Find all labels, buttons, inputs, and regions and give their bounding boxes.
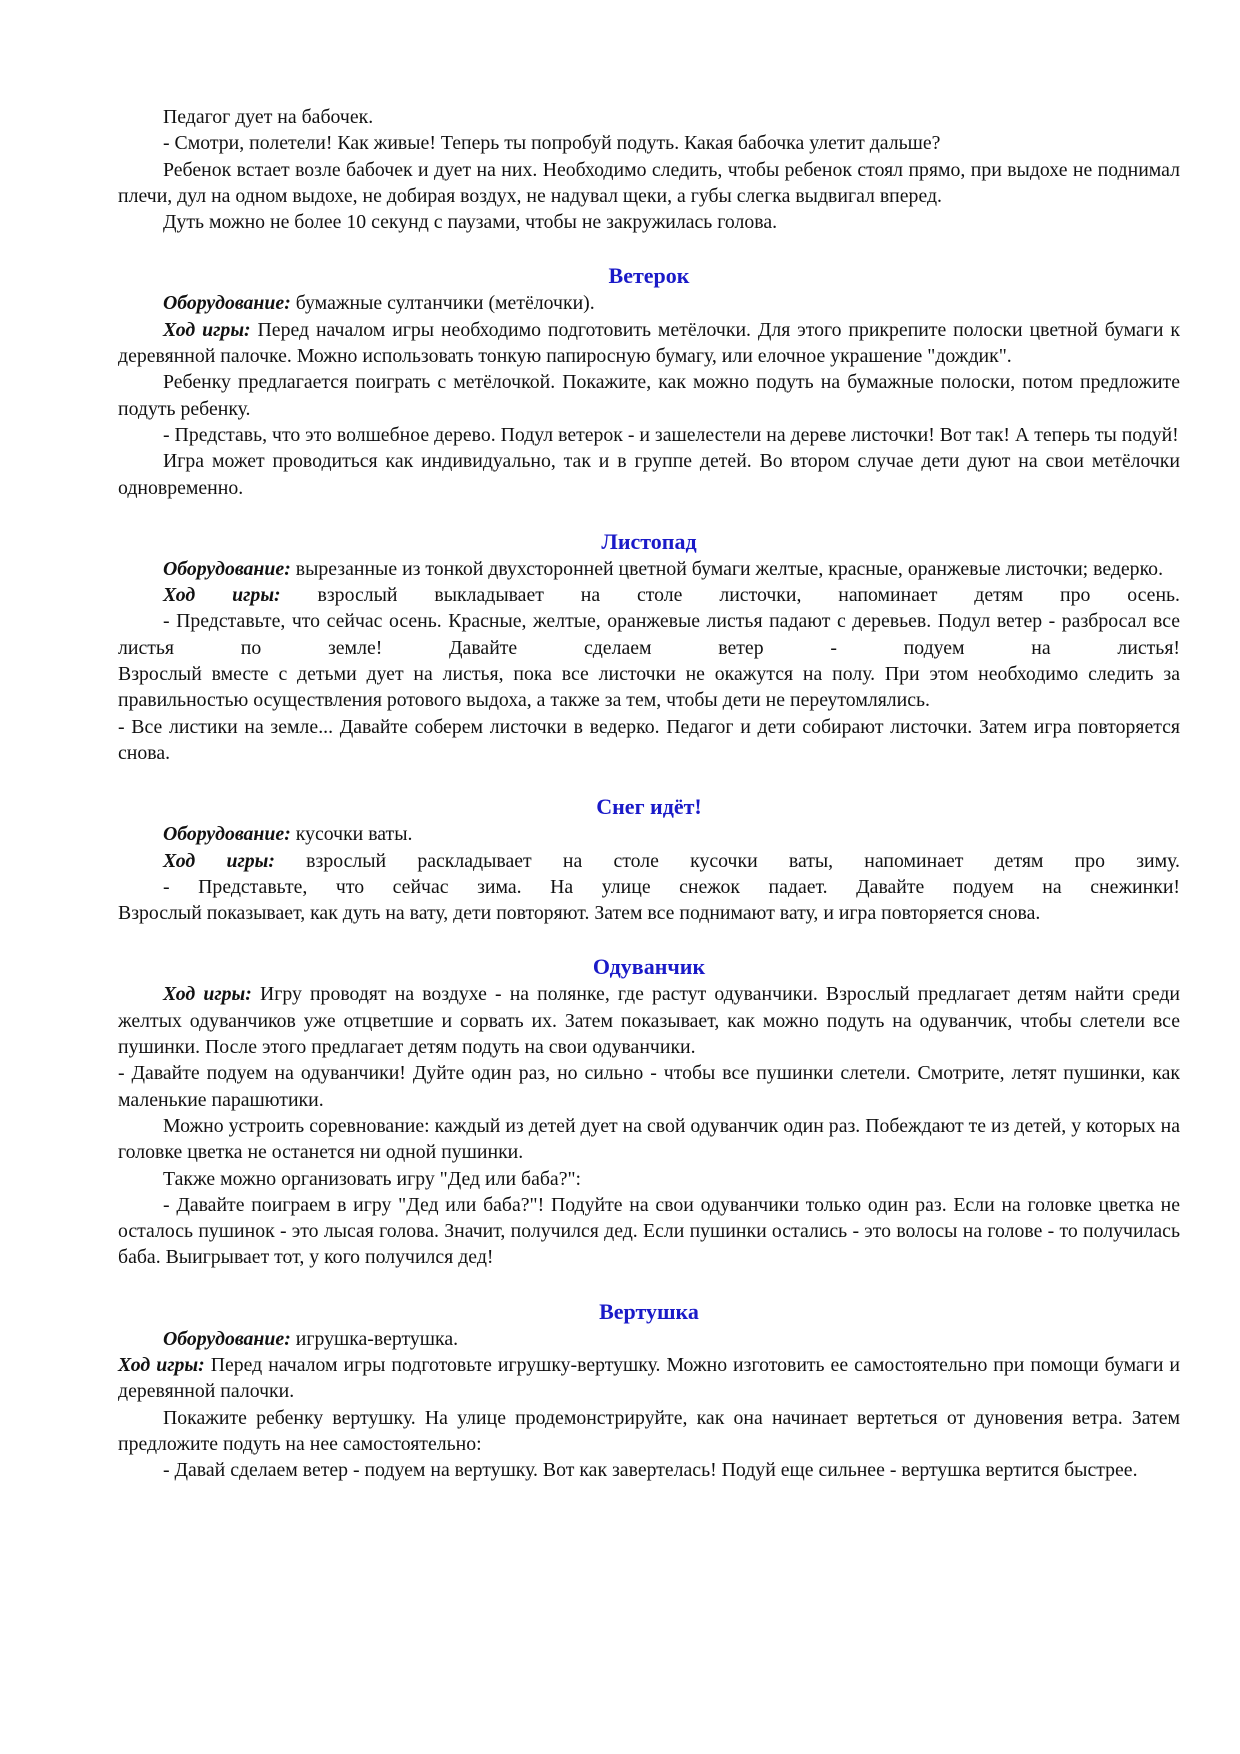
course-label: Ход игры: [163,983,252,1006]
course-first-line [118,848,1180,874]
equipment-paragraph [118,821,1180,847]
equipment-text: вырезанные из тонкой двухсторонней цветной бумаги желтые, красные, оранжевые листочки; ведерко. [290,557,1164,580]
section-title-sneg: Снег идёт! [596,794,702,820]
paragraph: Можно устроить соревнование: каждый из детей дует на свой одуванчик один раз. Побеждают те из детей, у которых на головке цветка не останется ни одной пушинки. [118,1114,1180,1164]
course-paragraph [118,981,1180,1112]
course-text: Перед началом игры необходимо подготовить метёлочки. Для этого прикрепите полоски цветной бумаги к деревянной палочке. Можно использовать тонкую папиросную бумагу, или елочное украшение "дождик". [118,318,1180,368]
paragraph: Покажите ребенку вертушку. На улице продемонстрируйте, как она начинает вертеться от дуновения ветра. Затем предложите подуть на нее самостоятельно: [118,1406,1180,1455]
section-title-vertushka: Вертушка [599,1298,699,1324]
course-paragraph [118,1352,1180,1405]
speech-text: - Представьте, что сейчас осень. Красные, желтые, оранжевые листья падают с деревьев. Подул ветер - разбросал все листья по земле! Давайте сделаем ветер - подуем на листья! [118,610,1180,659]
action-text: Взрослый показывает, как дуть на вату, дети повторяют. Затем все поднимают вату, и игра повторяется снова. [118,902,1041,925]
course-label: Ход игры: [118,1353,205,1376]
paragraph: Ребенок встает возле бабочек и дует на них. Необходимо следить, чтобы ребенок стоял прямо, при выдохе не поднимал плечи, дул на одном выдохе, не добирая воздух, не надувал щеки, а губы слегка выдвигал вперед. [118,158,1180,207]
ending-text: - Все листики на земле... Давайте соберем листочки в ведерко. Педагог и дети собирают листочки. Затем игра повторяется снова. [118,715,1180,764]
equipment-text: игрушка-вертушка. [290,1327,459,1350]
equipment-paragraph [118,1326,1180,1352]
course-first-line [118,582,1180,608]
equipment-label: Оборудование: [163,1327,291,1350]
action-text: Взрослый вместе с детьми дует на листья, пока все листочки не окажутся на полу. При этом необходимо следить за правильностью осуществления ротового выдоха, а также за тем, чтобы дети не переутомлялись. [118,663,1180,712]
paragraph: - Смотри, полетели! Как живые! Теперь ты попробуй подуть. Какая бабочка улетит дальше? [163,132,941,155]
paragraph: - Давай сделаем ветер - подуем на вертушку. Вот как завертелась! Подуй еще сильнее - вертушка вертится быстрее. [163,1459,1138,1482]
equipment-label: Оборудование: [163,557,291,580]
equipment-text: кусочки ваты. [290,823,413,846]
equipment-paragraph [118,556,1180,582]
course-paragraph [118,317,1180,370]
course-text: Игру проводят на воздухе - на полянке, где растут одуванчики. Взрослый предлагает детям найти среди желтых одуванчиков уже отцветшие и сорвать их. Затем показывает, как можно подуть на одуванчик, чтобы слетели все пушинки. После этого предлагает детям подуть на свои одуванчики. [118,983,1180,1059]
paragraph: Игра может проводиться как индивидуально, так и в группе детей. Во втором случае дети дуют на свои метёлочки одновременно. [118,450,1180,499]
course-label: Ход игры: [163,849,275,872]
section-title-veterok: Ветерок [608,263,690,289]
document-page [118,104,1180,1483]
paragraph: Педагог дует на бабочек. [163,106,374,128]
paragraph: - Представь, что это волшебное дерево. Подул ветерок - и зашелестели на дереве листочки! Вот так! А теперь ты подуй! [163,423,1179,446]
speech-text: - Представьте, что сейчас зима. На улице снежок падает. Давайте подуем на снежинки! [163,875,1180,898]
paragraph: - Давайте поиграем в игру "Дед или баба?"! Подуйте на свои одуванчики только один раз. Если на головке цветка не осталось пушинок - это лысая голова. Значит, получился дед. Если пушинки остались - это волосы на голове - то получилась баба. Выигрывает тот, у кого получился дед! [118,1193,1180,1269]
paragraph: Ребенку предлагается поиграть с метёлочкой. Покажите, как можно подуть на бумажные полоски, потом предложите подуть ребенку. [118,371,1180,420]
equipment-text: бумажные султанчики (метёлочки). [290,292,595,315]
course-paragraph [118,848,1180,927]
paragraph: Дуть можно не более 10 секунд с паузами, чтобы не закружилась голова. [163,211,778,234]
course-label: Ход игры: [163,318,251,341]
course-paragraph [118,582,1180,766]
equipment-paragraph [118,290,1180,316]
course-text: взрослый выкладывает на столе листочки, напоминает детям про осень. [280,584,1180,607]
course-text: взрослый раскладывает на столе кусочки ваты, напоминает детям про зиму. [274,849,1181,872]
section-title-oduvanchik: Одуванчик [592,954,706,980]
equipment-label: Оборудование: [163,823,291,846]
paragraph: Также можно организовать игру "Дед или баба?": [163,1167,582,1190]
course-text: Перед началом игры подготовьте игрушку-вертушку. Можно изготовить ее самостоятельно при помощи бумаги и деревянной палочки. [118,1353,1180,1403]
section-title-listopad: Листопад [601,528,697,554]
course-label: Ход игры: [163,584,281,607]
speech-text: - Давайте подуем на одуванчики! Дуйте один раз, но сильно - чтобы все пушинки слетели. Смотрите, летят пушинки, как маленькие парашютики. [118,1062,1180,1111]
equipment-label: Оборудование: [163,292,291,315]
